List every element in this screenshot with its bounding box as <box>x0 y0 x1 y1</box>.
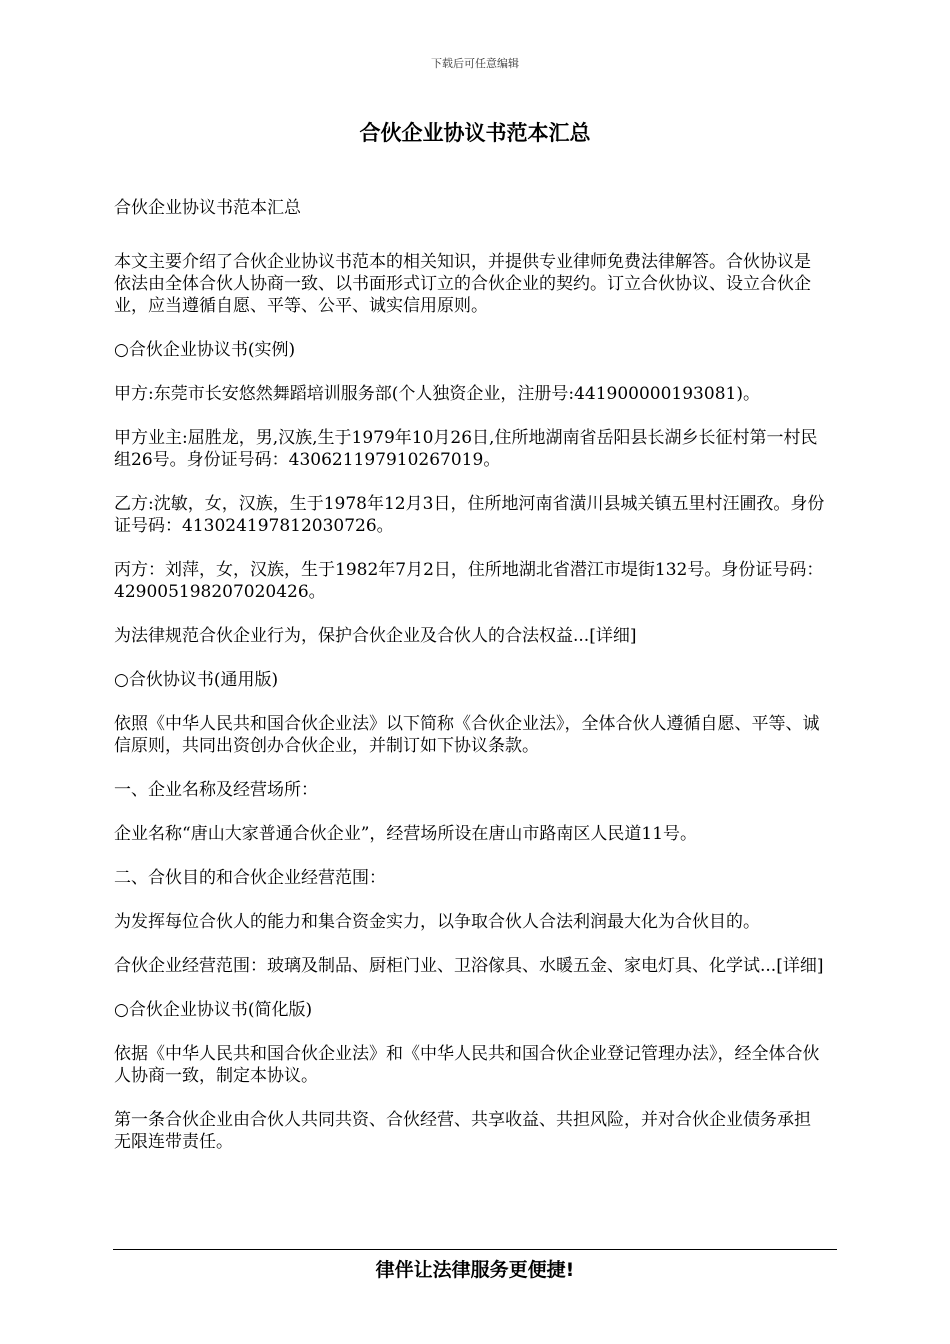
intro-heading: 合伙企业协议书范本汇总 <box>114 198 301 218</box>
clause-two-purpose-paragraph: 为发挥每位合伙人的能力和集合资金实力，以争取合伙人合法利润最大化为合伙目的。 <box>114 912 760 932</box>
example-summary-paragraph: 为法律规范合伙企业行为，保护合伙企业及合伙人的合法权益...[详细] <box>114 626 637 646</box>
party-a-owner-paragraph: 甲方业主:屈胜龙，男,汉族,生于1979年10月26日,住所地湖南省岳阳县长湖乡长征村第一村民组26号。身份证号码：430621197910267019。 <box>114 428 818 470</box>
party-c-paragraph: 丙方：刘萍，女，汉族，生于1982年7月2日，住所地湖北省潜江市堤街132号。身份证号码：429005198207020426。 <box>114 560 824 602</box>
section-heading-simplified: ○合伙企业协议书(简化版) <box>114 1000 313 1020</box>
party-a-paragraph: 甲方:东莞市长安悠然舞蹈培训服务部(个人独资企业，注册号:441900000193081)。 <box>114 384 760 404</box>
simplified-intro-paragraph: 依据《中华人民共和国合伙企业法》和《中华人民共和国合伙企业登记管理办法》，经全体合伙人协商一致，制定本协议。 <box>114 1044 820 1086</box>
party-b-paragraph: 乙方:沈敏，女，汉族，生于1978年12月3日，住所地河南省潢川县城关镇五里村汪圃孜。身份证号码：413024197812030726。 <box>114 494 825 536</box>
article-one-paragraph: 第一条合伙企业由合伙人共同共资、合伙经营、共享收益、共担风险，并对合伙企业债务承担无限连带责任。 <box>114 1110 811 1152</box>
document-title: 合伙企业协议书范本汇总 <box>359 121 591 145</box>
clause-one-paragraph: 企业名称“唐山大家普通合伙企业”，经营场所设在唐山市路南区人民道11号。 <box>114 824 698 844</box>
general-intro-paragraph: 依照《中华人民共和国合伙企业法》以下简称《合伙企业法》，全体合伙人遵循自愿、平等、诚信原则，共同出资创办合伙企业，并制订如下协议条款。 <box>114 714 820 756</box>
header-note: 下载后可任意编辑 <box>431 57 519 70</box>
intro-paragraph: 本文主要介绍了合伙企业协议书范本的相关知识，并提供专业律师免费法律解答。合伙协议是依法由全体合伙人协商一致、以书面形式订立的合伙企业的契约。订立合伙协议、设立合伙企业，应当遵循自愿、平等、公平、诚实信用原则。 <box>114 252 811 316</box>
clause-two-heading: 二、合伙目的和合伙企业经营范围： <box>114 868 386 888</box>
clause-one-heading: 一、企业名称及经营场所： <box>114 780 318 800</box>
footer-divider <box>113 1249 837 1250</box>
clause-two-scope-paragraph: 合伙企业经营范围：玻璃及制品、厨柜门业、卫浴傢具、水暖五金、家电灯具、化学试...[详细] <box>114 956 824 976</box>
section-heading-example: ○合伙企业协议书(实例) <box>114 340 296 360</box>
footer-slogan: 律伴让法律服务更便捷! <box>375 1259 575 1281</box>
section-heading-general: ○合伙协议书(通用版) <box>114 670 279 690</box>
document-body <box>114 197 826 1153</box>
